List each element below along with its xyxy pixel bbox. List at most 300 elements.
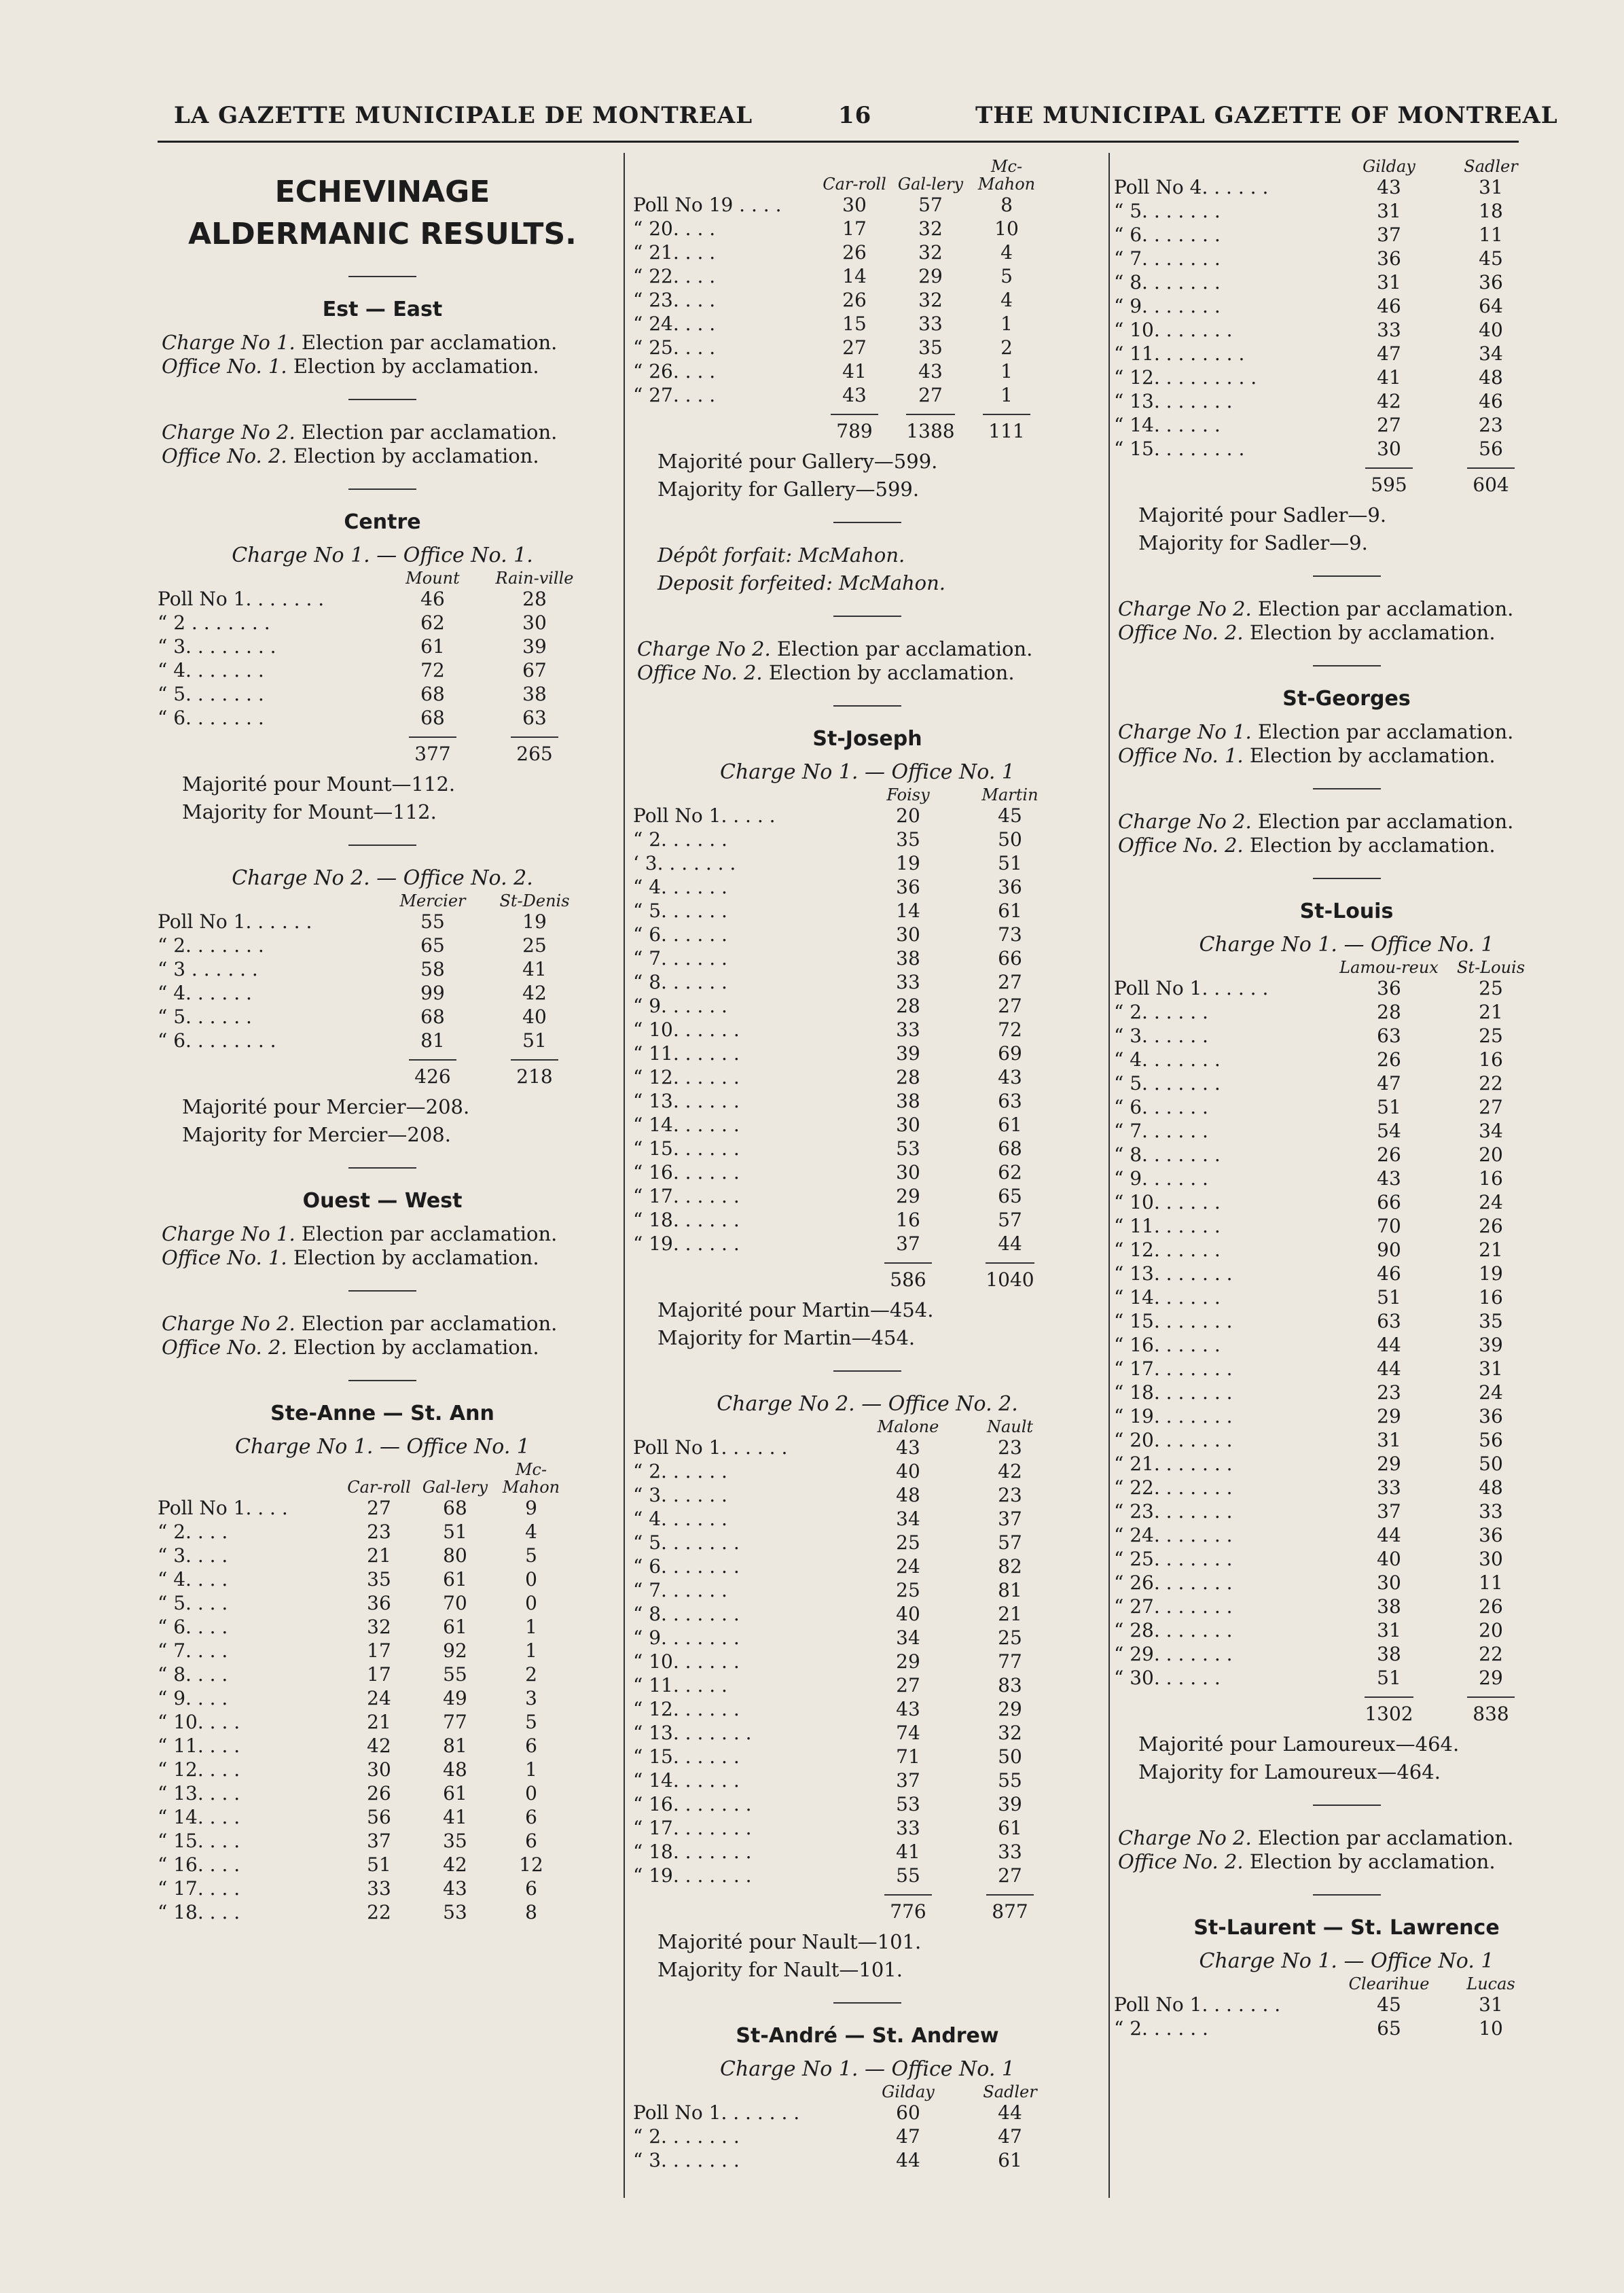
- header-spacer: [633, 1418, 857, 1436]
- poll-row: [1114, 1476, 1542, 1499]
- vote-count: 83: [998, 1674, 1022, 1696]
- poll-row: [158, 587, 585, 611]
- acclamation-lead: Charge No 2.: [1118, 810, 1252, 833]
- poll-row: [633, 851, 1061, 875]
- charge-heading: Charge No 1. — Office No. 1: [719, 2057, 1015, 2081]
- poll-row: [633, 1697, 1061, 1721]
- poll-label: “ 5. . . .: [158, 1592, 228, 1614]
- poll-label: “ 20. . . .: [633, 217, 716, 240]
- vote-count: 26: [1479, 1595, 1503, 1618]
- vote-count: 57: [998, 1531, 1022, 1554]
- candidate-name: Gal-lery: [422, 1478, 488, 1497]
- section-rule: [833, 1370, 901, 1372]
- vote-count: 61: [998, 2149, 1022, 2171]
- vote-count: 26: [1479, 1215, 1503, 1237]
- poll-row: [1114, 1618, 1542, 1642]
- vote-count: 46: [1377, 295, 1401, 317]
- ward-st-laurent: [1114, 1916, 1579, 2040]
- total-cell: [1338, 461, 1440, 497]
- poll-label: “ 22. . . . . . .: [1114, 1476, 1233, 1499]
- acclamation-line-en: [633, 661, 1102, 685]
- acclamation-line-en: [1114, 621, 1579, 645]
- vote-count: 37: [1377, 1500, 1401, 1523]
- header-spacer: [633, 2083, 857, 2101]
- header-spacer: [158, 569, 382, 587]
- vote-count: 29: [1377, 1405, 1401, 1427]
- poll-row: [1114, 1666, 1542, 1690]
- poll-row: [633, 2125, 1061, 2148]
- poll-label: Poll No 1. . . .: [158, 1497, 288, 1519]
- column-divider: [1108, 153, 1110, 2198]
- poll-row: [633, 193, 1045, 217]
- poll-row: [1114, 223, 1542, 247]
- candidate-name: Mercier: [399, 891, 466, 910]
- vote-total: 1302: [1365, 1696, 1413, 1726]
- vote-count: 68: [420, 707, 445, 729]
- poll-label: Poll No 4. . . . . .: [1114, 176, 1269, 198]
- poll-row: [1114, 199, 1542, 223]
- poll-row: [1114, 1095, 1542, 1119]
- vote-count: 8: [1000, 194, 1013, 216]
- vote-count: 47: [1377, 1072, 1401, 1095]
- vote-count: 30: [1479, 1548, 1503, 1570]
- vote-count: 63: [1377, 1025, 1401, 1047]
- column-divider: [624, 153, 625, 2198]
- vote-count: 30: [896, 1114, 920, 1136]
- acclamation-lead: Charge No 2.: [162, 421, 295, 444]
- poll-row: [158, 635, 585, 658]
- poll-row: [1114, 1000, 1542, 1024]
- vote-count: 46: [420, 588, 445, 610]
- vote-count: 6: [525, 1830, 537, 1852]
- vote-count: 37: [1377, 224, 1401, 246]
- poll-row: [1114, 247, 1542, 270]
- vote-count: 28: [522, 588, 547, 610]
- acclamation-text: Election par acclamation.: [295, 1312, 558, 1335]
- acclamation-text: Election by acclamation.: [287, 444, 539, 467]
- vote-count: 64: [1479, 295, 1503, 317]
- vote-count: 38: [1377, 1595, 1401, 1618]
- poll-row: [1114, 1381, 1542, 1404]
- vote-count: 33: [1377, 1476, 1401, 1499]
- candidate-name: Nault: [986, 1417, 1034, 1436]
- vote-count: 30: [367, 1758, 391, 1781]
- vote-count: 38: [896, 947, 920, 970]
- poll-row: [633, 264, 1045, 288]
- candidate-name: Malone: [877, 1417, 939, 1436]
- poll-label: “ 4. . . . . . .: [1114, 1048, 1221, 1071]
- acclamation-text: Election by acclamation.: [287, 1336, 539, 1359]
- poll-label: “ 8. . . . . . .: [1114, 1143, 1221, 1166]
- vote-count: 65: [420, 934, 445, 957]
- vote-count: 15: [842, 313, 867, 335]
- poll-label: “ 13. . . . . . .: [1114, 1262, 1233, 1285]
- poll-label: “ 8. . . .: [158, 1663, 228, 1686]
- total-cell: [484, 1052, 585, 1088]
- vote-count: 82: [998, 1555, 1022, 1578]
- poll-row: [633, 1578, 1061, 1602]
- results-table: [633, 1418, 1102, 1923]
- poll-row: [633, 1745, 1061, 1768]
- poll-row: [158, 1544, 569, 1567]
- vote-count: 31: [1377, 1429, 1401, 1451]
- header-french-title: LA GAZETTE MUNICIPALE DE MONTREAL: [174, 102, 753, 129]
- vote-count: 30: [1377, 438, 1401, 460]
- vote-count: 45: [998, 804, 1022, 827]
- vote-count: 37: [998, 1508, 1022, 1530]
- vote-count: 51: [522, 1029, 547, 1052]
- total-cell: [1440, 461, 1542, 497]
- poll-label: “ 13. . . .: [158, 1782, 240, 1805]
- section-rule: [1313, 665, 1381, 666]
- totals-spacer: [1114, 1690, 1338, 1726]
- results-table: [633, 158, 1102, 443]
- vote-count: 28: [896, 995, 920, 1017]
- vote-count: 34: [896, 1627, 920, 1649]
- totals-row: [633, 407, 1045, 443]
- poll-row: [1114, 1404, 1542, 1428]
- vote-count: 23: [1377, 1381, 1401, 1404]
- vote-count: 55: [420, 910, 445, 933]
- acclamation-line-en: [1114, 834, 1579, 857]
- vote-count: 38: [896, 1090, 920, 1112]
- poll-row: [633, 217, 1045, 241]
- vote-count: 47: [998, 2125, 1022, 2148]
- poll-row: [633, 994, 1061, 1018]
- poll-label: “ 2. . . . . . .: [158, 934, 264, 957]
- vote-count: 30: [842, 194, 867, 216]
- poll-row: [633, 1507, 1061, 1531]
- vote-total: 426: [409, 1059, 456, 1088]
- acclamation-text: Election par acclamation.: [1251, 810, 1514, 833]
- section-rule: [833, 522, 901, 523]
- ward-st-joseph: [633, 727, 1102, 2004]
- totals-spacer: [633, 1256, 857, 1292]
- poll-label: “ 21. . . .: [633, 241, 716, 264]
- poll-label: “ 15. . . . . .: [633, 1137, 740, 1160]
- vote-count: 11: [1479, 224, 1503, 246]
- acclamation-lead: Office No. 2.: [162, 444, 287, 467]
- vote-count: 33: [918, 313, 943, 335]
- vote-count: 51: [367, 1853, 391, 1876]
- totals-row: [1114, 461, 1542, 497]
- column-1: [158, 156, 607, 2208]
- poll-label: “ 9. . . . . .: [633, 995, 727, 1017]
- candidate-header-row: [633, 158, 1045, 193]
- poll-row: [633, 1232, 1061, 1256]
- poll-label: “ 7. . . . . .: [633, 947, 727, 970]
- total-cell: [484, 730, 585, 766]
- vote-count: 34: [1479, 1120, 1503, 1142]
- vote-count: 21: [1479, 1001, 1503, 1023]
- poll-label: “ 15. . . . . . .: [1114, 1310, 1233, 1332]
- vote-count: 40: [522, 1006, 547, 1028]
- poll-row: [633, 1554, 1061, 1578]
- column-2: [633, 156, 1102, 2208]
- vote-count: 77: [443, 1711, 467, 1733]
- poll-row: [633, 923, 1061, 946]
- ward-heading: St-Joseph: [812, 727, 922, 751]
- vote-count: 36: [896, 876, 920, 898]
- majority-fr: Majorité pour Mercier—208.: [182, 1095, 470, 1118]
- vote-count: 44: [896, 2149, 920, 2171]
- acclamation-lead: Office No. 1.: [162, 1246, 287, 1269]
- vote-count: 27: [918, 384, 943, 406]
- candidate-name: Car-roll: [823, 175, 886, 194]
- poll-row: [633, 1459, 1061, 1483]
- vote-count: 55: [998, 1769, 1022, 1792]
- vote-count: 23: [367, 1521, 391, 1543]
- majority-en: Majority for Nault—101.: [657, 1958, 903, 1981]
- section-rule: [1313, 1894, 1381, 1896]
- ward-heading: St-Louis: [1299, 900, 1394, 923]
- poll-label: “ 14. . . . . .: [1114, 1286, 1221, 1309]
- candidate-header-row: [633, 786, 1061, 804]
- poll-label: “ 6. . . . . . . .: [158, 1029, 276, 1052]
- poll-row: [633, 1602, 1061, 1626]
- charge-heading: Charge No 2. — Office No. 2.: [717, 1392, 1018, 1416]
- poll-row: [1114, 389, 1542, 413]
- candidate-name: Sadler: [983, 2082, 1037, 2101]
- total-cell: [892, 407, 969, 443]
- vote-count: 24: [896, 1555, 920, 1578]
- majority-fr: Majorité pour Nault—101.: [657, 1930, 922, 1953]
- poll-label: “ 11. . . . .: [633, 1674, 727, 1696]
- vote-count: 19: [522, 910, 547, 933]
- vote-count: 48: [1479, 1476, 1503, 1499]
- candidate-header-row: [1114, 1975, 1542, 1993]
- vote-count: 70: [1377, 1215, 1401, 1237]
- section-rule: [348, 845, 416, 846]
- poll-label: “ 19. . . . . . .: [633, 1864, 752, 1887]
- candidate-header-row: [633, 1418, 1061, 1436]
- poll-label: “ 12. . . .: [158, 1758, 240, 1781]
- vote-count: 17: [842, 217, 867, 240]
- vote-count: 42: [443, 1853, 467, 1876]
- acclamation-line-fr: [158, 331, 607, 355]
- acclamation-text: Election by acclamation.: [1243, 621, 1496, 644]
- vote-count: 25: [1479, 977, 1503, 999]
- majority-fr: Majorité pour Gallery—599.: [657, 450, 938, 473]
- poll-row: [633, 1626, 1061, 1650]
- vote-count: 63: [998, 1090, 1022, 1112]
- poll-label: “ 3. . . . . . . .: [158, 635, 276, 658]
- poll-label: “ 13. . . . . .: [633, 1090, 740, 1112]
- vote-total: 776: [884, 1894, 932, 1923]
- vote-count: 44: [998, 1232, 1022, 1255]
- vote-count: 63: [522, 707, 547, 729]
- vote-total: 265: [511, 736, 558, 766]
- vote-count: 51: [1377, 1286, 1401, 1309]
- vote-count: 36: [998, 876, 1022, 898]
- candidate-name: St-Denis: [499, 891, 570, 910]
- vote-count: 36: [367, 1592, 391, 1614]
- poll-row: [633, 1042, 1061, 1065]
- vote-count: 57: [998, 1209, 1022, 1231]
- poll-row: [158, 1877, 569, 1900]
- poll-row: [158, 1005, 585, 1029]
- poll-row: [633, 1816, 1061, 1840]
- poll-row: [633, 1721, 1061, 1745]
- vote-count: 57: [918, 194, 943, 216]
- totals-spacer: [1114, 461, 1338, 497]
- poll-row: [633, 312, 1045, 336]
- vote-count: 0: [525, 1782, 537, 1805]
- vote-count: 33: [896, 1817, 920, 1839]
- poll-label: “ 29. . . . . . .: [1114, 1643, 1233, 1665]
- poll-row: [633, 1840, 1061, 1864]
- vote-count: 81: [443, 1735, 467, 1757]
- vote-count: 36: [1479, 271, 1503, 294]
- poll-label: “ 9. . . . . .: [1114, 1167, 1208, 1190]
- vote-count: 14: [842, 265, 867, 287]
- vote-count: 24: [1479, 1191, 1503, 1213]
- poll-label: Poll No 1. . . . . .: [633, 1436, 788, 1459]
- vote-count: 28: [896, 1066, 920, 1088]
- vote-count: 20: [896, 804, 920, 827]
- poll-label: “ 10. . . . . .: [633, 1650, 740, 1673]
- vote-count: 43: [1377, 1167, 1401, 1190]
- vote-count: 47: [1377, 342, 1401, 365]
- poll-label: “ 9. . . . . . .: [1114, 295, 1221, 317]
- poll-row: [158, 611, 585, 635]
- vote-count: 80: [443, 1544, 467, 1567]
- majority-en: Majority for Mercier—208.: [182, 1123, 451, 1146]
- vote-count: 4: [525, 1521, 537, 1543]
- poll-row: [633, 804, 1061, 828]
- acclamation-line-en: [158, 1246, 607, 1270]
- results-table: [158, 569, 607, 766]
- vote-count: 41: [443, 1806, 467, 1828]
- header-spacer: [158, 892, 382, 910]
- poll-label: “ 14. . . . . .: [633, 1114, 740, 1136]
- poll-label: “ 15. . . . . .: [633, 1745, 740, 1768]
- vote-count: 37: [896, 1769, 920, 1792]
- poll-row: [158, 934, 585, 957]
- poll-label: “ 2. . . .: [158, 1521, 228, 1543]
- poll-row: [1114, 1523, 1542, 1547]
- vote-count: 29: [998, 1698, 1022, 1720]
- vote-count: 26: [367, 1782, 391, 1805]
- poll-label: Poll No 1. . . . . . .: [633, 2101, 800, 2124]
- vote-count: 10: [994, 217, 1019, 240]
- vote-total: 789: [831, 414, 878, 443]
- vote-count: 0: [525, 1568, 537, 1590]
- vote-count: 1: [525, 1639, 537, 1662]
- vote-count: 44: [1377, 1357, 1401, 1380]
- poll-row: [1114, 175, 1542, 199]
- poll-label: “ 7. . . . . .: [633, 1579, 727, 1601]
- poll-label: “ 7. . . .: [158, 1639, 228, 1662]
- header-spacer: [1114, 158, 1338, 175]
- total-cell: [857, 1256, 959, 1292]
- vote-count: 48: [896, 1484, 920, 1506]
- vote-count: 49: [443, 1687, 467, 1709]
- acclamation-lead: Office No. 2.: [1118, 1850, 1244, 1873]
- vote-count: 14: [896, 900, 920, 922]
- vote-count: 33: [896, 971, 920, 993]
- section-rule: [348, 1380, 416, 1381]
- page-title: [158, 171, 607, 255]
- totals-row: [158, 730, 585, 766]
- total-cell: [382, 1052, 484, 1088]
- candidate-name: Martin: [981, 785, 1039, 804]
- vote-count: 44: [998, 2101, 1022, 2124]
- acclamation-lead: Charge No 1.: [162, 331, 295, 354]
- section-rule: [833, 705, 901, 707]
- totals-row: [633, 1256, 1061, 1292]
- section-rule: [1313, 1805, 1381, 1806]
- poll-row: [633, 1483, 1061, 1507]
- vote-count: 48: [1479, 366, 1503, 389]
- vote-count: 66: [998, 947, 1022, 970]
- poll-label: “ 26. . . .: [633, 360, 716, 383]
- poll-label: “ 5. . . . . . .: [1114, 1072, 1221, 1095]
- ward-centre: [158, 510, 607, 1169]
- vote-count: 1: [525, 1616, 537, 1638]
- vote-count: 90: [1377, 1239, 1401, 1261]
- poll-row: [1114, 413, 1542, 437]
- poll-row: [158, 1734, 569, 1758]
- poll-label: “ 16. . . .: [158, 1853, 240, 1876]
- vote-count: 31: [1377, 1619, 1401, 1641]
- poll-label: “ 12. . . . . . . . .: [1114, 366, 1257, 389]
- poll-row: [633, 946, 1061, 970]
- vote-count: 53: [896, 1137, 920, 1160]
- poll-row: [158, 658, 585, 682]
- poll-row: [1114, 1499, 1542, 1523]
- vote-count: 41: [842, 360, 867, 383]
- acclamation-line-fr: [1114, 720, 1579, 744]
- candidate-header-row: [158, 569, 585, 587]
- vote-count: 17: [367, 1639, 391, 1662]
- poll-label: “ 2. . . . . .: [1114, 2017, 1208, 2040]
- vote-count: 4: [1000, 241, 1013, 264]
- vote-count: 18: [1479, 200, 1503, 222]
- poll-label: “ 21. . . . . . .: [1114, 1453, 1233, 1475]
- acclamation-line-en: [158, 355, 607, 378]
- vote-count: 16: [896, 1209, 920, 1231]
- poll-row: [1114, 1024, 1542, 1048]
- poll-label: “ 20. . . . . . .: [1114, 1429, 1233, 1451]
- poll-row: [1114, 366, 1542, 389]
- acclamation-line-fr: [1114, 1826, 1579, 1850]
- poll-row: [158, 1781, 569, 1805]
- vote-count: 56: [367, 1806, 391, 1828]
- totals-row: [158, 1052, 585, 1088]
- ward-ste-anne: [158, 1402, 607, 1924]
- vote-count: 50: [1479, 1453, 1503, 1475]
- poll-row: [633, 241, 1045, 264]
- vote-count: 22: [367, 1901, 391, 1923]
- header-spacer: [1114, 959, 1338, 976]
- vote-count: 34: [1479, 342, 1503, 365]
- poll-row: [158, 706, 585, 730]
- poll-row: [1114, 1071, 1542, 1095]
- poll-label: “ 28. . . . . . .: [1114, 1619, 1233, 1641]
- acclamation-text: Election par acclamation.: [1251, 720, 1514, 743]
- vote-count: 66: [1377, 1191, 1401, 1213]
- acclamation-line-fr: [1114, 597, 1579, 621]
- poll-table: [633, 1418, 1061, 1923]
- vote-count: 30: [896, 923, 920, 946]
- vote-count: 61: [998, 1114, 1022, 1136]
- poll-table: [633, 786, 1061, 1292]
- vote-count: 31: [1377, 200, 1401, 222]
- title-french: ECHEVINAGE: [274, 175, 490, 209]
- poll-label: “ 11. . . . . .: [1114, 1215, 1221, 1237]
- ward-st-andre: [633, 2024, 1102, 2172]
